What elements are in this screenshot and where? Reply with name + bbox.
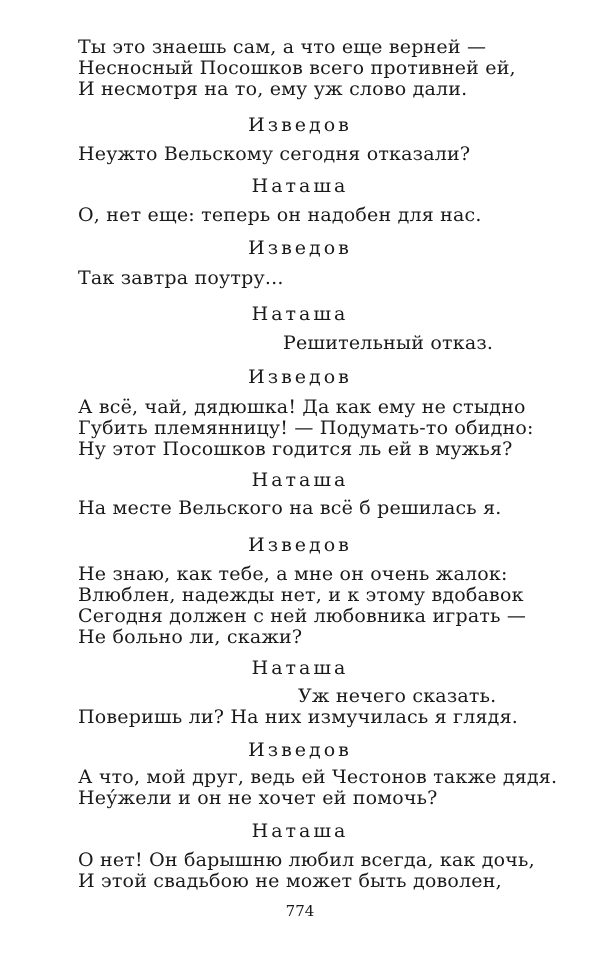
speaker-name: Изведов	[248, 366, 352, 388]
verse-line: На месте Вельского на всё б решилась я.	[78, 497, 502, 519]
verse-line: Губить племянницу! — Подумать-то обидно:	[78, 417, 534, 439]
verse-line: И несмотря на то, ему уж слово дали.	[78, 78, 468, 100]
verse-line: Сегодня должен с ней любовника играть —	[78, 605, 527, 627]
page-number: 774	[285, 902, 315, 920]
verse-line: Так завтра поутру...	[78, 267, 284, 289]
speaker-name: Изведов	[248, 534, 352, 556]
verse-line: О нет! Он барышню любил всегда, как дочь,	[78, 849, 535, 871]
verse-line: О, нет еще: теперь он надобен для нас.	[78, 204, 482, 226]
verse-line: Не больно ли, скажи?	[78, 626, 303, 648]
verse-line: А что, мой друг, ведь ей Честонов также дядя.	[78, 766, 558, 788]
verse-line: Влюблен, надежды нет, и к этому вдобавок	[78, 584, 524, 606]
speaker-name: Наташа	[251, 175, 349, 197]
verse-line: Уж нечего сказать.	[298, 685, 497, 707]
verse-line: Неу́жели и он не хочет ей помочь?	[78, 787, 438, 809]
speaker-name: Наташа	[251, 469, 349, 491]
verse-line: Решительный отказ.	[283, 332, 494, 354]
verse-line: Ты это знаешь сам, а что еще верней —	[78, 36, 487, 58]
speaker-name: Наташа	[251, 820, 349, 842]
verse-line: Ну этот Посошков годится ль ей в мужья?	[78, 438, 513, 460]
speaker-name: Изведов	[248, 114, 352, 136]
speaker-name: Изведов	[248, 739, 352, 761]
verse-line: А всё, чай, дядюшка! Да как ему не стыдно	[78, 396, 526, 418]
verse-line: Неужто Вельскому сегодня отказали?	[78, 143, 471, 165]
verse-line: Не знаю, как тебе, а мне он очень жалок:	[78, 563, 508, 585]
speaker-name: Наташа	[251, 303, 349, 325]
speaker-name: Изведов	[248, 237, 352, 259]
speaker-name: Наташа	[251, 657, 349, 679]
verse-line: Несносный Посошков всего противней ей,	[78, 57, 516, 79]
verse-line: Поверишь ли? На них измучилась я глядя.	[78, 706, 518, 728]
verse-line: И этой свадьбою не может быть доволен,	[78, 870, 502, 892]
